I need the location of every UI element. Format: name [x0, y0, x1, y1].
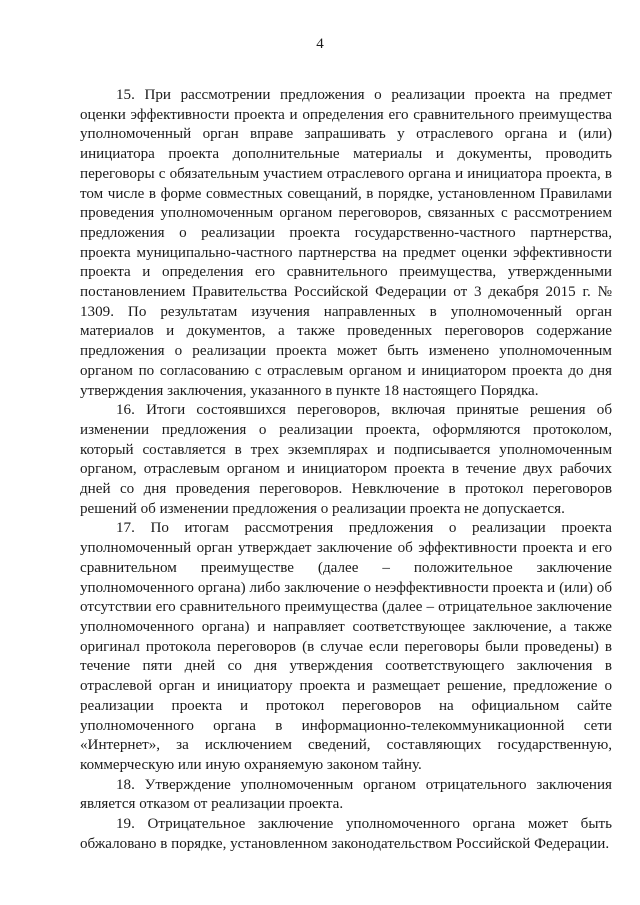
- document-body: [80, 86, 612, 854]
- paragraph-18: 18. Утверждение уполномоченным органом отрицательного заключения является отказом от реализации проекта.: [80, 776, 612, 813]
- paragraph-17: 17. По итогам рассмотрения предложения о реализации проекта уполномоченный орган утверждает заключение об эффективности проекта и его сравнительном преимуществе (далее – положительное заключение уполномоченного органа) либо заключение о неэффективности проекта и (или) об отсутствии его сравнительного преимущества (далее – отрицательное заключение уполномоченного органа) и направляет соответствующее заключение, а также оригинал протокола переговоров (в случае если переговоры были проведены) в течение пяти дней со дня утверждения соответствующего заключения в отраслевой орган и инициатору проекта и размещает решение, предложение о реализации проекта и протокол переговоров на официальном сайте уполномоченного органа в информационно-телекоммуникационной сети «Интернет», за исключением сведений, составляющих государственную, коммерческую или иную охраняемую законом тайну.: [80, 520, 612, 773]
- paragraph-15: 15. При рассмотрении предложения о реализации проекта на предмет оценки эффективности проекта и определения его сравнительного преимущества уполномоченный орган вправе запрашивать у отраслевого органа и (или) инициатора проекта дополнительные материалы и документы, проводить переговоры с обязательным участием отраслевого органа и инициатора проекта, в том числе в форме совместных совещаний, в порядке, установленном Правилами проведения уполномоченным органом переговоров, связанных с рассмотрением предложения о реализации проекта государственно-частного партнерства, проекта муниципально-частного партнерства на предмет оценки эффективности проекта и определения его сравнительного преимущества, утвержденными постановлением Правительства Российской Федерации от 3 декабря 2015 г. № 1309. По результатам изучения направленных в уполномоченный орган материалов и документов, а также проведенных переговоров содержание предложения о реализации проекта может быть изменено уполномоченным органом по согласованию с отраслевым органом и инициатором проекта до дня утверждения заключения, указанного в пункте 18 настоящего Порядка.: [80, 87, 612, 399]
- paragraph-16: 16. Итоги состоявшихся переговоров, включая принятые решения об изменении предложения о реализации проекта, оформляются протоколом, который составляется в трех экземплярах и подписывается уполномоченным органом, отраслевым органом и инициатором проекта в течение двух рабочих дней со дня проведения переговоров. Невключение в протокол переговоров решений об изменении предложения о реализации проекта не допускается.: [80, 402, 612, 517]
- paragraph-19: 19. Отрицательное заключение уполномоченного органа может быть обжаловано в порядке, установленном законодательством Российской Федерации.: [80, 816, 612, 852]
- page-number: 4: [316, 36, 324, 52]
